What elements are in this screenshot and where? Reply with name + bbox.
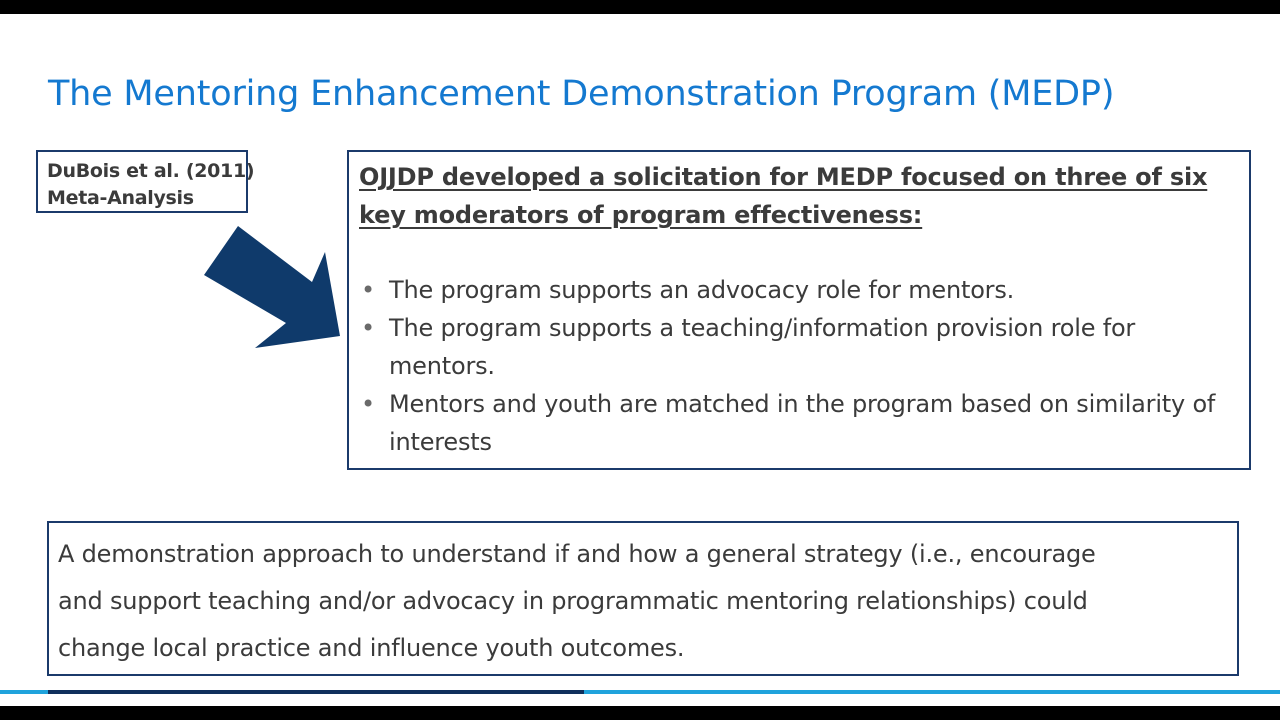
slide-title: The Mentoring Enhancement Demonstration Program (MEDP): [48, 74, 1115, 114]
summary-line: change local practice and influence youth outcomes.: [58, 634, 685, 662]
list-item-text: The program supports a teaching/information provision role for mentors.: [389, 314, 1136, 380]
summary-line: and support teaching and/or advocacy in programmatic mentoring relationships) could: [58, 587, 1088, 615]
bullet-icon: •: [361, 276, 375, 304]
bullet-icon: •: [361, 314, 375, 342]
summary-box: [47, 521, 1239, 676]
list-item-text: Mentors and youth are matched in the program based on similarity of interests: [389, 390, 1216, 456]
source-type: Meta-Analysis: [47, 187, 194, 209]
moderators-box: [347, 150, 1251, 470]
footer-accent-dark: [48, 690, 584, 694]
bullet-icon: •: [361, 390, 375, 418]
source-citation: DuBois et al. (2011): [47, 160, 255, 182]
letterbox-top: [0, 0, 1280, 14]
moderators-heading: OJJDP developed a solicitation for MEDP focused on three of six key moderators of program effectiveness:: [359, 163, 1208, 229]
moderators-list: [359, 271, 1239, 461]
letterbox-bottom: [0, 706, 1280, 720]
summary-line: A demonstration approach to understand if and how a general strategy (i.e., encourage: [58, 540, 1096, 568]
list-item: [359, 385, 1239, 461]
source-box: [36, 150, 255, 213]
list-item-text: The program supports an advocacy role for mentors.: [389, 276, 1015, 304]
list-item: [359, 309, 1239, 385]
arrow-down-right-icon: [200, 226, 345, 351]
list-item: [359, 271, 1239, 309]
